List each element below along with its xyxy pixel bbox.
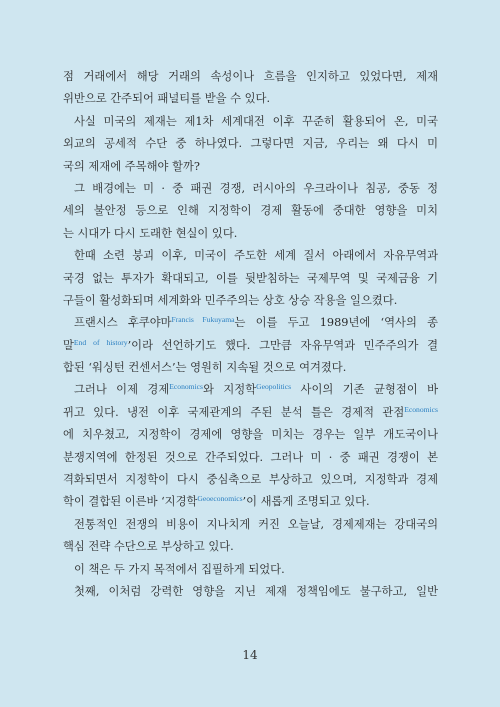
line-text: 첫째, 이처럼 강력한 영향을 지닌 제재 정책임에도 불구하고, 일반: [74, 584, 438, 598]
line-text: 전통적인 전쟁의 비용이 지나치게 커진 오늘날, 경제제재는 강대국의: [74, 517, 438, 531]
text-line: [63, 290, 438, 312]
text-line: [63, 88, 438, 110]
text-line: [63, 402, 438, 424]
text-line: [63, 268, 438, 290]
text-line: [63, 223, 438, 245]
text-line: [63, 379, 438, 401]
line-text: 와 지정학: [203, 383, 257, 397]
text-line: [63, 111, 438, 133]
line-text: 학이 결합된 이른바 ‘지경학: [63, 495, 198, 509]
line-text: 분쟁지역에 한정된 것으로 간주되었다. 그러나 미 · 중 패권 경쟁이 본: [63, 450, 438, 464]
line-text: 국경 없는 투자가 확대되고, 이를 뒷받침하는 국제무역 및 국제금융 기: [63, 271, 438, 285]
english-gloss: Economics: [404, 404, 438, 414]
text-line: [63, 335, 438, 357]
line-text: 격화되면서 지정학이 다시 중심축으로 부상하고 있으며, 지정학과 경제: [63, 473, 438, 487]
text-line: [63, 200, 438, 222]
text-line: [63, 559, 438, 581]
text-line: [63, 581, 438, 603]
body-text: [63, 66, 438, 603]
text-line: [63, 514, 438, 536]
line-text: 구들이 활성화되며 세계화와 민주주의는 상호 상승 작용을 일으켰다.: [63, 293, 398, 307]
line-text: 점 거래에서 해당 거래의 속성이나 흐름을 인지하고 있었다면, 제재: [63, 70, 438, 83]
line-text: 는 시대가 다시 도래한 현실이 있다.: [63, 226, 238, 240]
english-gloss: End of history: [73, 337, 128, 347]
text-line: [63, 178, 438, 200]
english-gloss: Geopolitics: [256, 382, 292, 392]
line-text: ’이 새롭게 조명되고 있다.: [242, 495, 370, 509]
text-line: [63, 424, 438, 446]
line-text: 세의 불안정 등으로 인해 지정학이 경제 활동에 중대한 영향을 미치: [63, 204, 438, 218]
text-line: [63, 469, 438, 491]
text-line: [63, 491, 438, 513]
page-number: 14: [242, 648, 258, 662]
line-text: 합된 ‘워싱턴 컨센서스’는 영원히 지속될 것으로 여겨졌다.: [63, 361, 347, 375]
line-text: 외교의 공세적 수단 중 하나였다. 그렇다면 지금, 우리는 왜 다시 미: [63, 137, 438, 151]
english-gloss: Geoeconomics: [197, 494, 243, 504]
text-line: [63, 66, 438, 88]
line-text: 핵심 전략 수단으로 부상하고 있다.: [63, 540, 234, 554]
line-text: 뀌고 있다. 냉전 이후 국제관계의 주된 분석 틀은 경제적 관점: [63, 405, 405, 419]
line-text: 프랜시스 후쿠야마: [74, 316, 172, 330]
text-line: [63, 447, 438, 469]
english-gloss: Francis Fukuyama: [171, 315, 235, 325]
text-line: [63, 312, 438, 334]
text-line: [63, 536, 438, 558]
line-text: 에 치우쳤고, 지정학이 경제에 영향을 미치는 경우는 일부 개도국이나: [63, 428, 438, 442]
line-text: ’이라 선언하기도 했다. 그만큼 자유무역과 민주주의가 결: [127, 338, 438, 352]
text-line: [63, 133, 438, 155]
text-line: [63, 245, 438, 267]
line-text: 그 배경에는 미 · 중 패권 경쟁, 러시아의 우크라이나 침공, 중동 정: [74, 181, 438, 195]
line-text: 한때 소련 붕괴 이후, 미국이 주도한 세계 질서 아래에서 자유무역과: [74, 249, 438, 263]
line-text: 사실 미국의 제재는 제1차 세계대전 이후 꾸준히 활용되어 온, 미국: [74, 114, 438, 128]
english-gloss: Economics: [169, 382, 204, 392]
line-text: 말: [63, 338, 74, 352]
line-text: 이 책은 두 가지 목적에서 집필하게 되었다.: [74, 562, 285, 576]
line-text: 사이의 기존 균형점이 바: [291, 383, 438, 397]
line-text: 국의 제재에 주목해야 할까?: [63, 159, 200, 173]
text-line: [63, 357, 438, 379]
line-text: 위반으로 간주되어 패널티를 받을 수 있다.: [63, 92, 271, 106]
line-text: 는 이를 두고 1989년에 ‘역사의 종: [234, 316, 438, 330]
line-text: 그러나 이제 경제: [74, 383, 170, 397]
text-line: [63, 156, 438, 178]
